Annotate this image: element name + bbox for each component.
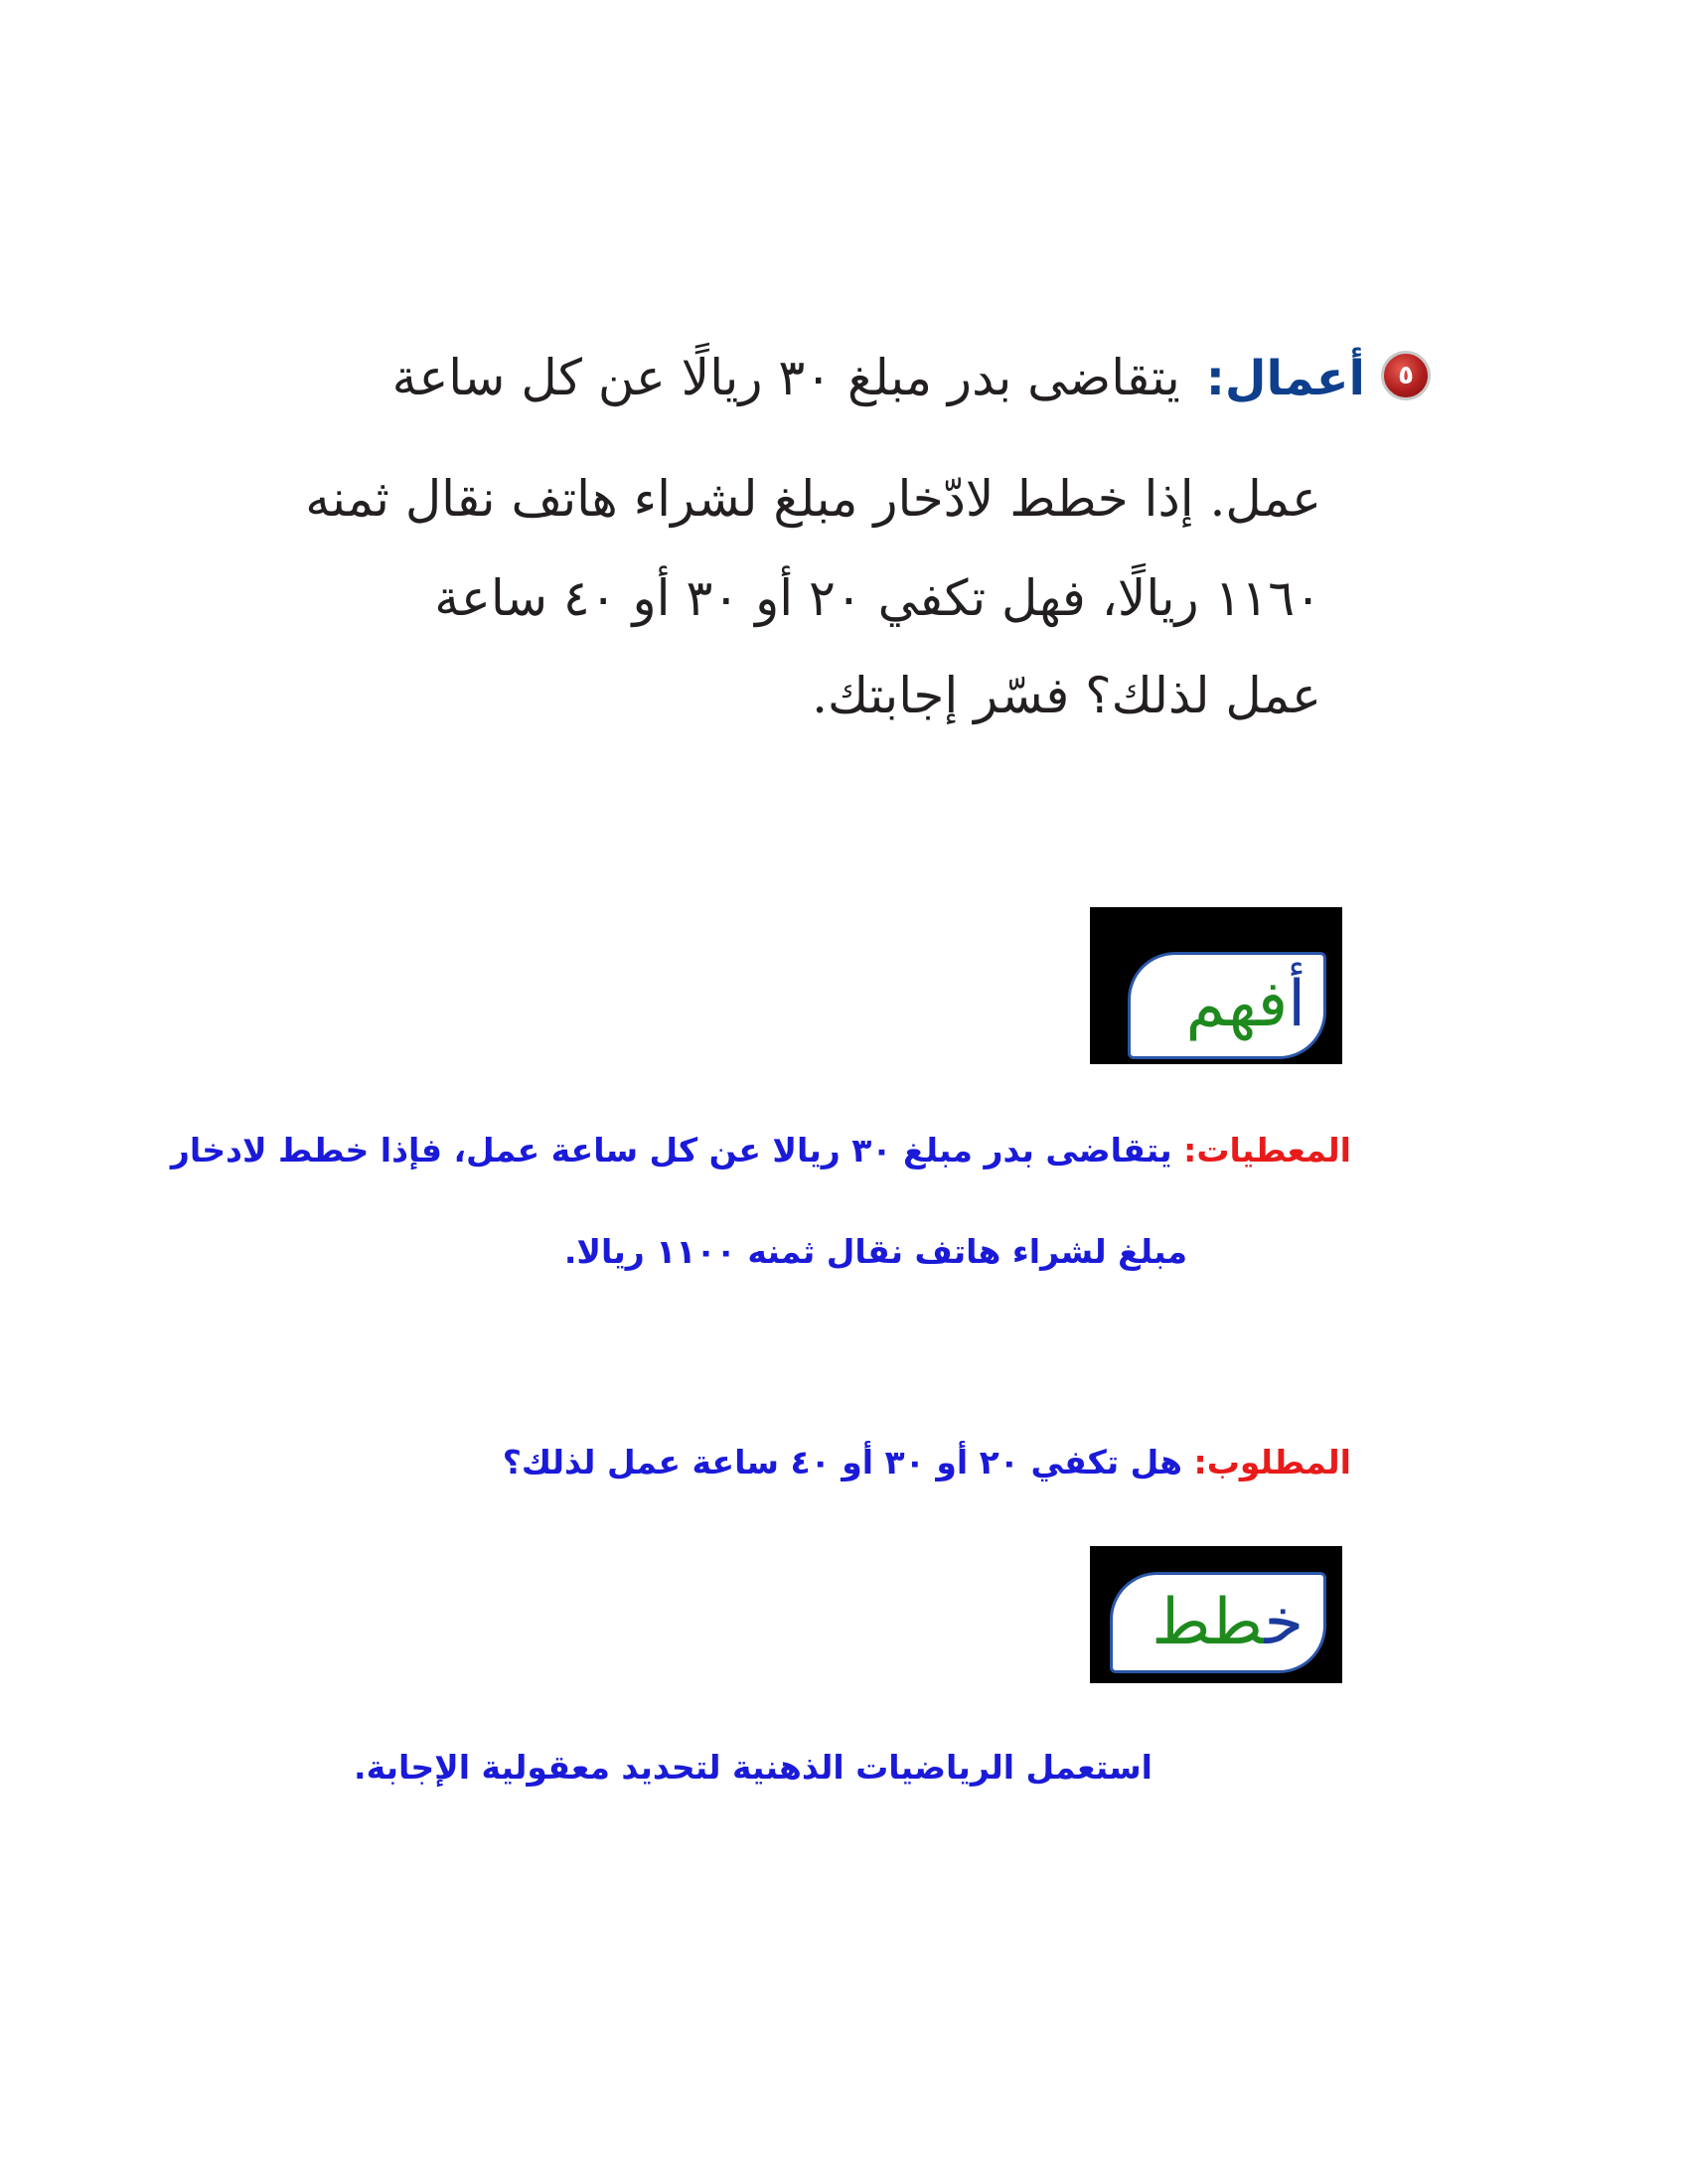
problem-topic-colon: : [1205,351,1225,406]
understand-banner-part1: أ [1288,968,1305,1041]
givens-text-1: يتقاضى بدر مبلغ ٣٠ ريالا عن كل ساعة عمل، فإذا خطط لادخار [170,1131,1172,1170]
required-label: المطلوب: [1193,1443,1351,1482]
plan-banner [1090,1546,1342,1683]
understand-banner-title [1185,968,1305,1041]
understand-banner-part2: فهم [1185,968,1289,1041]
plan-text: استعمل الرياضيات الذهنية لتحديد معقولية الإجابة. [354,1748,1152,1787]
problem-text-line-3: ١١٦٠ ريالًا، فهل تكفي ٢٠ أو ٣٠ أو ٤٠ ساعة [434,569,1321,627]
problem-text-line-4: عمل لذلك؟ فسّر إجابتك. [812,667,1321,724]
givens-label: المعطيات: [1183,1131,1351,1170]
plan-banner-frame [1110,1572,1326,1673]
givens-line-1 [170,1131,1351,1170]
plan-banner-title [1152,1586,1304,1659]
required-text: هل تكفي ٢٠ أو ٣٠ أو ٤٠ ساعة عمل لذلك؟ [502,1443,1182,1482]
problem-line-1 [391,349,1431,406]
problem-text-line-2: عمل. إذا خطط لادّخار مبلغ لشراء هاتف نقال ثمنه [305,470,1321,528]
problem-number-badge: ٥ [1381,351,1431,400]
required-line [502,1443,1351,1482]
understand-banner-frame [1128,952,1326,1059]
problem-topic: أعمال [1224,351,1365,406]
givens-line-2: مبلغ لشراء هاتف نقال ثمنه ١١٠٠ ريالا. [563,1232,1187,1271]
plan-banner-part2: طط [1152,1586,1265,1659]
plan-banner-part1: خ [1264,1586,1304,1659]
problem-text-line-1: يتقاضى بدر مبلغ ٣٠ ريالًا عن كل ساعة [391,349,1180,406]
understand-banner [1090,907,1342,1064]
